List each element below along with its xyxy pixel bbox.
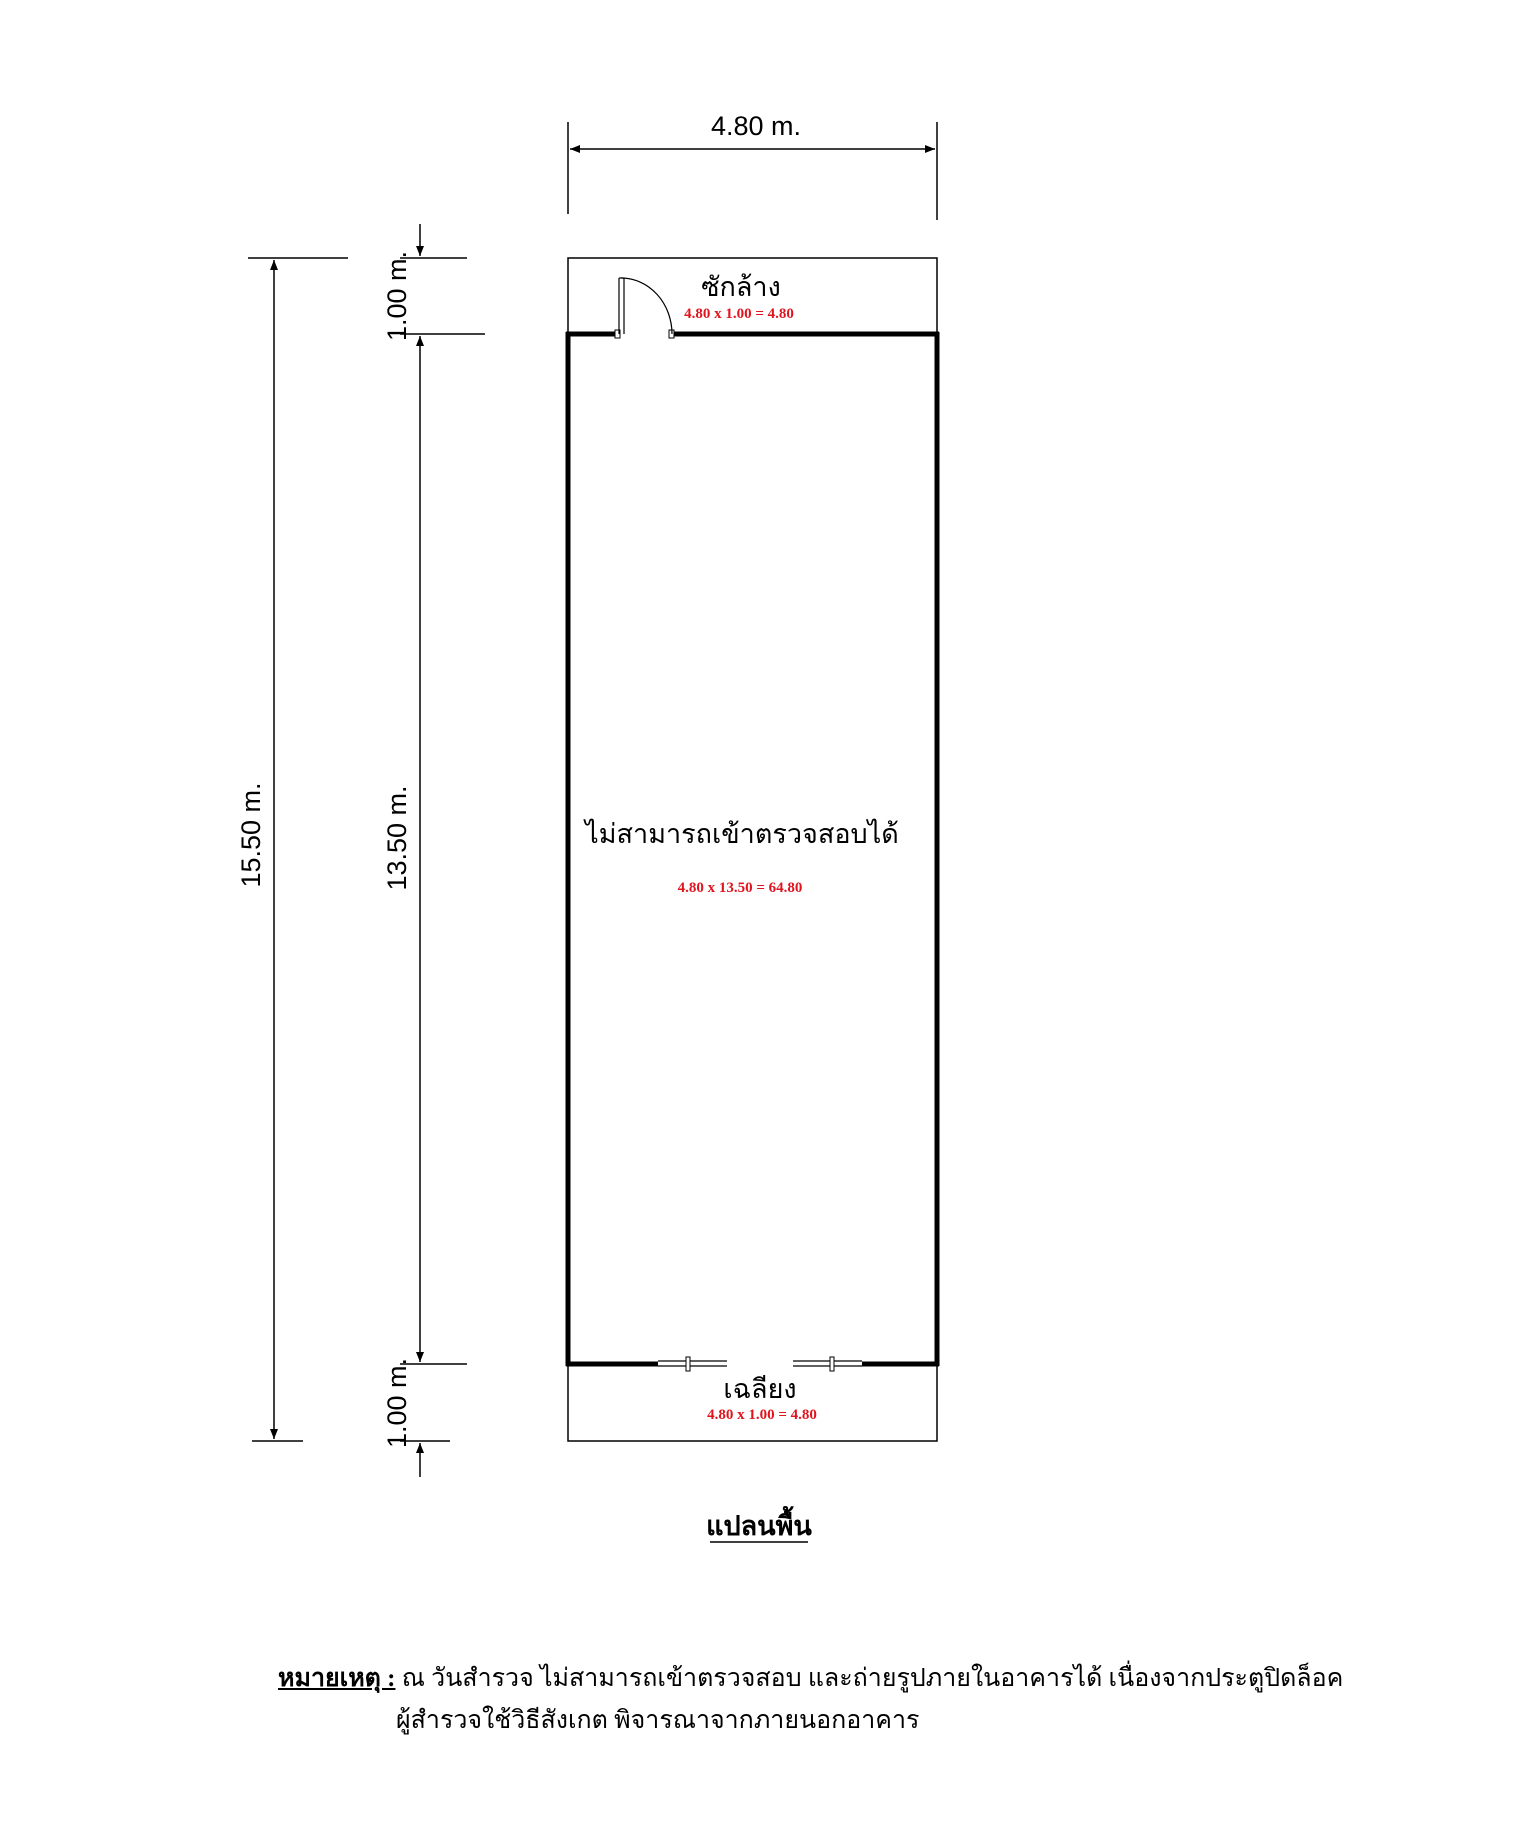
front-room: [568, 1364, 937, 1441]
width-dimension: [568, 111, 937, 220]
front-sliding-door-icon: [658, 1357, 862, 1371]
segment-dimension: [382, 224, 485, 1477]
top-segment-label: 1.00 m.: [382, 250, 412, 342]
note-line-1: ณ วันสำรวจ ไม่สามารถเข้าตรวจสอบ และถ่ายรูปภายในอาคารได้ เนื่องจากประตูปิดล็อค: [401, 1665, 1344, 1692]
back-door-icon: [615, 278, 674, 338]
middle-segment-label: 13.50 m.: [382, 785, 412, 891]
front-room-area: 4.80 x 1.00 = 4.80: [707, 1407, 817, 1423]
total-length-dimension: [236, 258, 348, 1441]
main-room-area: 4.80 x 13.50 = 64.80: [677, 880, 803, 896]
back-room-area: 4.80 x 1.00 = 4.80: [684, 306, 794, 322]
main-room-name: ไม่สามารถเข้าตรวจสอบได้: [585, 819, 899, 849]
width-label: 4.80 m.: [710, 111, 802, 141]
back-room: [568, 258, 937, 334]
bottom-segment-label: 1.00 m.: [382, 1357, 412, 1449]
front-room-name: เฉลียง: [723, 1374, 797, 1404]
note-label: หมายเหตุ :: [278, 1665, 396, 1692]
total-length-label: 15.50 m.: [236, 782, 266, 888]
main-room: [566, 332, 939, 1366]
plan-title-text: แปลนพื้น: [706, 1511, 812, 1541]
plan-title: [706, 1505, 812, 1542]
note-block: [278, 1658, 1478, 1742]
note-line-2: ผู้สำรวจใช้วิธีสังเกต พิจารณาจากภายนอกอาคาร: [396, 1707, 920, 1734]
back-room-name: ซักล้าง: [701, 272, 781, 302]
